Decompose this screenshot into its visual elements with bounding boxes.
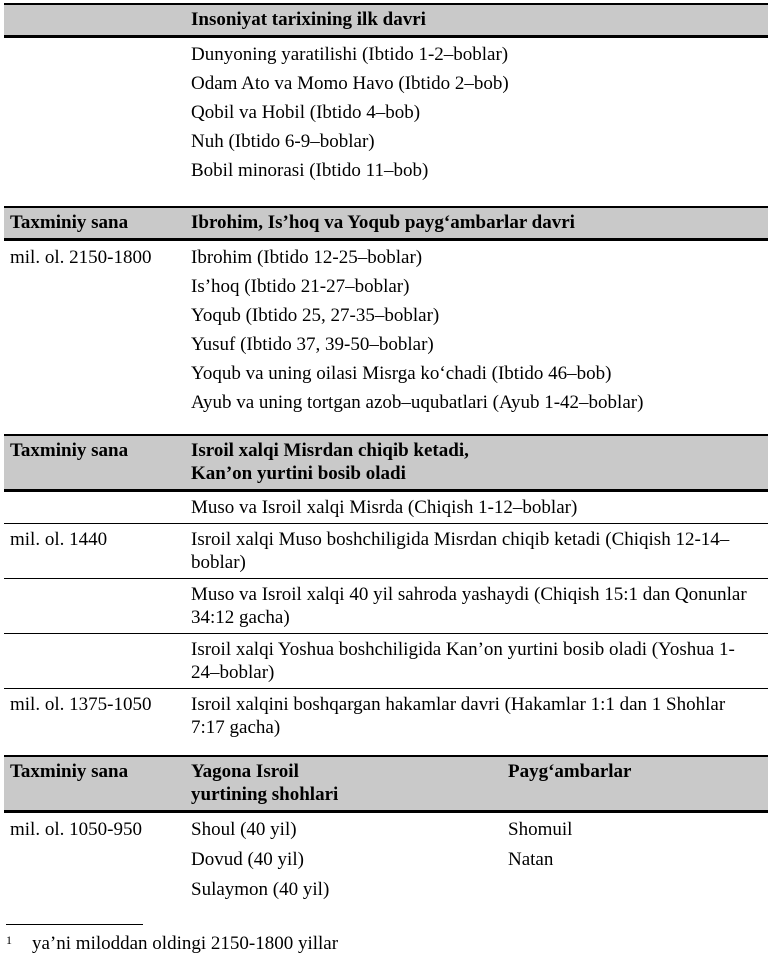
date-column-label: Taxminiy sana <box>10 440 129 461</box>
section-body <box>4 813 768 908</box>
section-early-history <box>4 3 768 182</box>
section-title: Ibrohim, Is’hoq va Yoqub payg‘ambarlar davri <box>191 212 575 233</box>
footnote-separator <box>6 924 143 925</box>
date-column-label: Taxminiy sana <box>10 761 129 782</box>
footnote <box>4 924 768 955</box>
event-cell: Isroil xalqini boshqargan hakamlar davri (Hakamlar 1:1 dan 1 Shohlar 7:17 gacha) <box>191 694 726 738</box>
event-cell: Isroil xalqi Muso boshchiligida Misrdan chiqib ketadi (Chiqish 12-14–boblar) <box>191 529 730 573</box>
date-cell: mil. ol. 2150-1800 <box>10 247 152 268</box>
table-row <box>4 688 768 743</box>
event-item: Dunyoning yaratilishi (Ibtido 1-2–boblar) <box>191 44 509 65</box>
event-item: Yusuf (Ibtido 37, 39-50–boblar) <box>191 334 434 355</box>
section-title <box>191 760 508 806</box>
date-cell: mil. ol. 1050-950 <box>10 819 142 840</box>
section-title-line2: yurtining shohlari <box>191 784 339 805</box>
footnote-text-row <box>6 932 768 955</box>
section-patriarchs <box>4 206 768 414</box>
event-item: Ibrohim (Ibtido 12-25–boblar) <box>191 247 423 268</box>
section-body <box>4 241 768 414</box>
table-row <box>4 492 768 523</box>
event-item: Bobil minorasi (Ibtido 11–bob) <box>191 160 429 181</box>
section-header <box>4 206 768 241</box>
prophets-list <box>508 818 768 878</box>
king-item: Sulaymon (40 yil) <box>191 879 330 900</box>
section-title <box>191 439 768 485</box>
event-item: Odam Ato va Momo Havo (Ibtido 2–bob) <box>191 73 509 94</box>
event-item: Ayub va uning tortgan azob–uqubatlari (Ayub 1-42–boblar) <box>191 392 644 413</box>
footnote-marker: 1 <box>6 933 12 947</box>
event-item: Qobil va Hobil (Ibtido 4–bob) <box>191 102 421 123</box>
section-united-kingdom <box>4 755 768 908</box>
section-body <box>4 38 768 182</box>
date-cell: mil. ol. 1440 <box>10 529 108 550</box>
prophets-column-label: Payg‘ambarlar <box>508 761 632 782</box>
section-header <box>4 3 768 38</box>
section-title: Insoniyat tarixining ilk davri <box>191 9 426 30</box>
date-column-label: Taxminiy sana <box>10 212 129 233</box>
footnote-text: ya’ni miloddan oldingi 2150-1800 yillar <box>32 933 339 954</box>
section-title-line2: Kan’on yurtini bosib oladi <box>191 463 406 484</box>
event-cell: Muso va Isroil xalqi Misrda (Chiqish 1-12–boblar) <box>191 497 578 518</box>
event-item: Nuh (Ibtido 6-9–boblar) <box>191 131 375 152</box>
king-item: Shoul (40 yil) <box>191 819 297 840</box>
events-list <box>191 43 768 182</box>
prophet-item: Natan <box>508 849 554 870</box>
events-list <box>191 246 768 414</box>
event-item: Yoqub va uning oilasi Misrga ko‘chadi (Ibtido 46–bob) <box>191 363 612 384</box>
section-header <box>4 755 768 813</box>
event-cell: Muso va Isroil xalqi 40 yil sahroda yashaydi (Chiqish 15:1 dan Qonunlar 34:12 gacha) <box>191 584 747 628</box>
table-row <box>4 633 768 688</box>
prophet-item: Shomuil <box>508 819 573 840</box>
event-cell: Isroil xalqi Yoshua boshchiligida Kan’on yurtini bosib oladi (Yoshua 1-24–boblar) <box>191 639 735 683</box>
section-body <box>4 492 768 743</box>
event-item: Is’hoq (Ibtido 21-27–boblar) <box>191 276 410 297</box>
table-row <box>4 578 768 633</box>
section-exodus <box>4 434 768 743</box>
kings-list <box>191 818 508 908</box>
section-title-line1: Isroil xalqi Misrdan chiqib ketadi, <box>191 440 469 461</box>
date-cell: mil. ol. 1375-1050 <box>10 694 152 715</box>
event-item: Yoqub (Ibtido 25, 27-35–boblar) <box>191 305 440 326</box>
king-item: Dovud (40 yil) <box>191 849 304 870</box>
section-header <box>4 434 768 492</box>
table-row <box>4 523 768 578</box>
section-title-line1: Yagona Isroil <box>191 761 299 782</box>
